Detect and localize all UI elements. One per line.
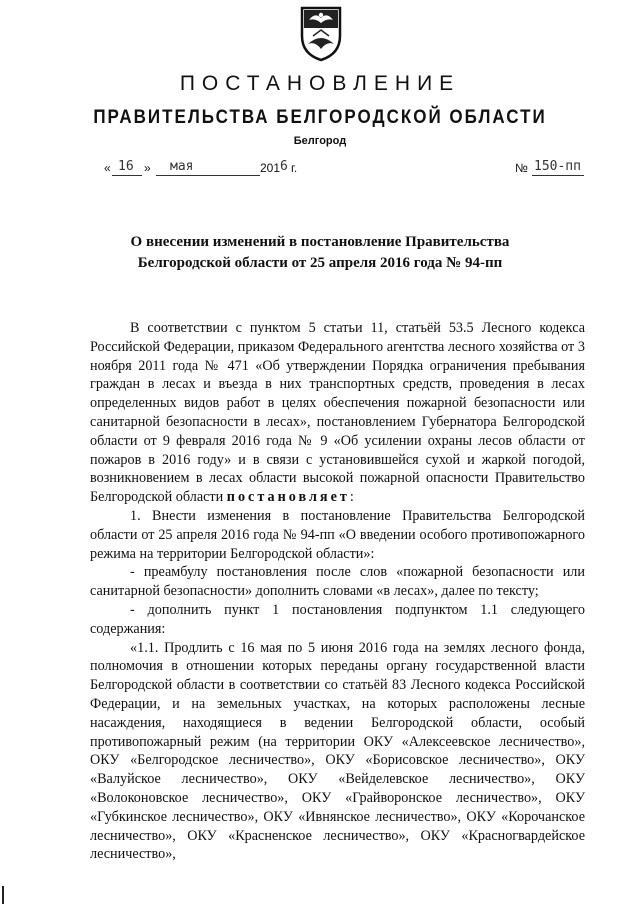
number-label: № bbox=[515, 161, 528, 175]
date-year-end: г. bbox=[291, 161, 298, 175]
number-underline bbox=[532, 175, 584, 176]
preamble-paragraph bbox=[90, 319, 585, 507]
preamble-change-paragraph: - преамбулу постановления после слов «пожарной безопасности или санитарной безопасности» дополнить словами «в лесах», далее по тексту; bbox=[90, 564, 585, 600]
date-day: 16 bbox=[118, 159, 134, 174]
document-title-line-2: Белгородской области от 25 апреля 2016 года № 94-пп bbox=[137, 255, 503, 271]
document-title-line-1: О внесении изменений в постановление Правительства bbox=[130, 234, 510, 250]
date-year-suffix: 6 bbox=[280, 159, 288, 174]
preamble-colon: : bbox=[349, 489, 354, 506]
document-type-heading: ПОСТАНОВЛЕНИЕ bbox=[179, 72, 461, 95]
subitem-1-1-paragraph: «1.1. Продлить с 16 мая по 5 июня 2016 года на землях лесного фонда, полномочия в отношении которых переданы органу государственной власти Белгородской области в соответствии со статьёй 83 Лесного кодекса Российской Федерации, и на земельных участках, на которых расположены лесные насаждения, находящиеся в ведении Белгородской области, особый противопожарный режим (на территории ОКУ «Алексеевское лесничество», ОКУ «Белгородское лесничество», ОКУ «Борисовское лесничество», ОКУ «Валуйское лесничество», ОКУ «Вейделевское лесничество», ОКУ «Волоконовское лесничество», ОКУ «Грайворонское лесничество», ОКУ «Губкинское лесничество», ОКУ «Ивнянское лесничество», ОКУ «Корочанское лесничество», ОКУ «Красненское лесничество», ОКУ «Красногвардейское лесничество», bbox=[90, 639, 585, 863]
date-close-quote: » bbox=[144, 161, 151, 175]
day-underline bbox=[112, 175, 142, 176]
preamble-text: В соответствии с пунктом 5 статьи 11, статьёй 53.5 Лесного кодекса Российской Федерации, приказом Федерального агентства лесного хозяйства от 3 ноября 2011 года № 471 «Об утверждении Порядка ограничения пребывания граждан в лесах и въезда в них транспортных средств, проведения в лесах определенных видов работ в целях обеспечения пожарной безопасности или санитарной безопасности в лесах», постановлением Губернатора Белгородской области от 9 февраля 2016 года № 9 «Об усилении охраны лесов области от пожаров в 2016 году» и в связи с установившейся сухой и жаркой погодой, возникновением в лесах области высокой пожарной опасности Правительство Белгородской области bbox=[90, 320, 585, 506]
item-1-paragraph: 1. Внести изменения в постановление Правительства Белгородской области от 25 апреля 2016 года № 94-пп «О введении особого противопожарного режима на территории Белгородской области»: bbox=[90, 507, 585, 562]
document-title bbox=[60, 232, 580, 274]
scan-margin-mark bbox=[2, 886, 10, 904]
document-body bbox=[90, 319, 585, 864]
decree-word: постановляет bbox=[226, 489, 350, 506]
document-number: 150-пп bbox=[534, 159, 581, 174]
month-underline bbox=[156, 175, 260, 176]
date-month: мая bbox=[170, 159, 194, 174]
coat-of-arms-icon bbox=[299, 6, 343, 62]
date-year-prefix: 201 bbox=[260, 161, 281, 175]
issuer-heading: ПРАВИТЕЛЬСТВА БЕЛГОРОДСКОЙ ОБЛАСТИ bbox=[93, 105, 547, 128]
date-open-quote: « bbox=[104, 161, 111, 175]
date-number-row bbox=[104, 159, 584, 179]
add-subitem-paragraph: - дополнить пункт 1 постановления подпунктом 1.1 следующего содержания: bbox=[90, 601, 585, 637]
city-label: Белгород bbox=[293, 135, 347, 147]
